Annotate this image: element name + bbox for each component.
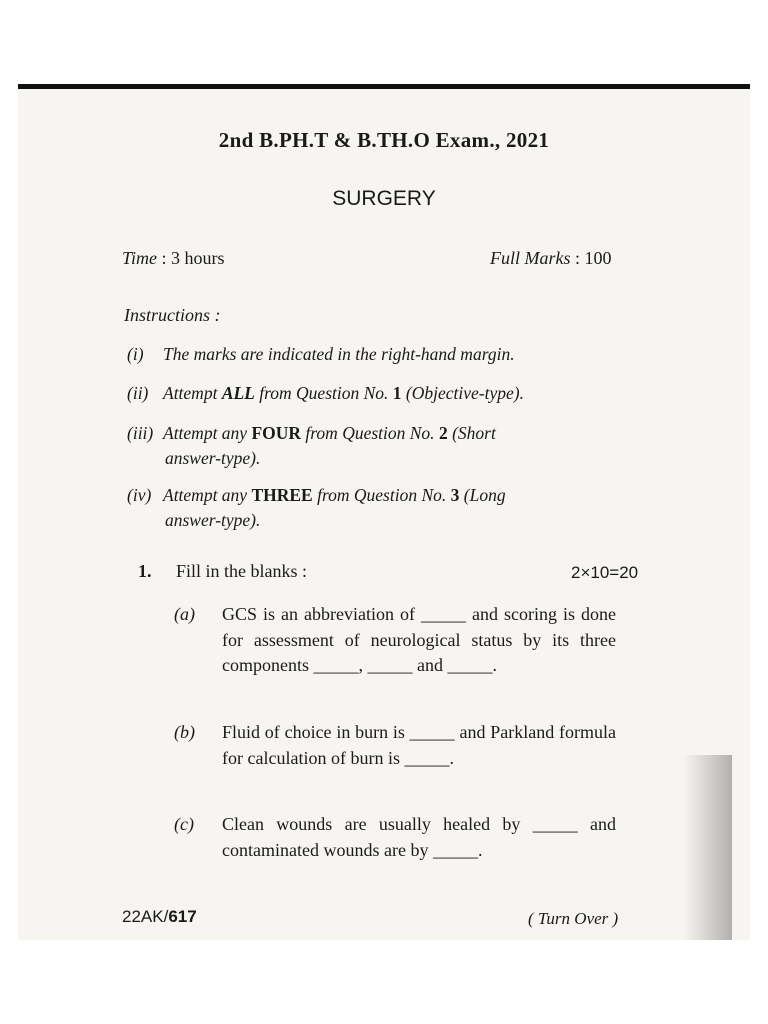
question-heading [138,561,307,582]
part-label: (c) [174,814,194,834]
instruction-item [127,342,662,367]
time-allowed: Time : 3 hours [122,248,225,268]
turn-over-note: ( Turn Over ) [528,909,619,928]
time-value: 3 hours [171,248,225,268]
instruction-number: (iii) [127,423,154,443]
question-text: Fill in the blanks : [176,561,308,581]
instruction-continuation: answer-type). [165,510,261,530]
part-label: (b) [174,722,195,742]
marks-label: Full Marks [490,248,571,268]
question-part [174,602,616,679]
instruction-item: (ii) Attempt ALL from Question No. 1 (Objective-type). [127,381,662,406]
time-label: Time [122,248,158,268]
question-part [174,812,616,863]
paper-code: 22AK/617 [122,907,197,926]
question-marks: 2×10=20 [571,563,639,582]
page-shadow [684,755,732,940]
question-number: 1. [138,561,152,581]
part-label: (a) [174,604,195,624]
instruction-item: (iii) Attempt any FOUR from Question No. 2 (Short answer-type). [127,421,662,471]
instruction-continuation: answer-type). [165,448,261,468]
subject-title: SURGERY [332,187,436,210]
instruction-item: (iv) Attempt any THREE from Question No. 3 (Long answer-type). [127,483,662,533]
instruction-text: The marks are indicated in the right-hand margin. [163,344,515,364]
instructions-heading: Instructions : [124,305,221,325]
instruction-number: (iv) [127,485,152,505]
part-text: GCS is an abbreviation of _____ and scoring is done for assessment of neurological status by its three components _____, _____ and _____. [222,604,616,675]
marks-value: 100 [584,248,612,268]
top-rule [18,84,750,89]
exam-title: 2nd B.PH.T & B.TH.O Exam., 2021 [218,128,550,152]
question-part [174,720,616,771]
part-text: Clean wounds are usually healed by _____ and contaminated wounds are by _____. [222,814,616,860]
instruction-emphasis: THREE [251,485,313,505]
full-marks: Full Marks : 100 [490,248,612,268]
instruction-number: (i) [127,344,144,364]
instruction-number: (ii) [127,383,149,403]
part-text: Fluid of choice in burn is _____ and Parkland formula for calculation of burn is _____. [222,722,616,768]
instruction-emphasis: ALL [221,383,255,403]
instruction-emphasis: FOUR [251,423,302,443]
